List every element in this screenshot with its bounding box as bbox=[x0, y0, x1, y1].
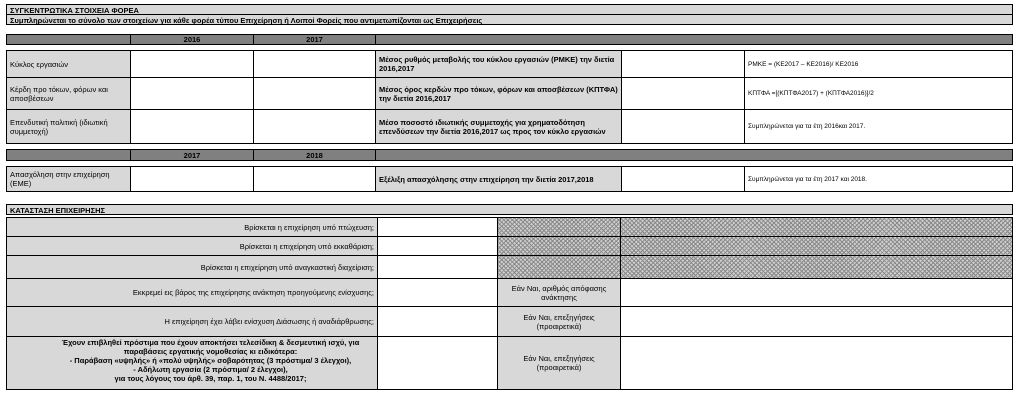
input-employment-indicator[interactable] bbox=[621, 166, 745, 192]
year-header-fill bbox=[375, 34, 1013, 45]
indicator-investment: Μέσο ποσοστό ιδιωτικής συμμετοχής για χρηματοδότηση επενδύσεων την διετία 2016,2017 ως προς τον κύκλο εργασιών bbox=[375, 109, 622, 144]
indicator-turnover: Μέσος ρυθμός μεταβολής του κύκλου εργασιών (ΡΜΚΕ) την διετία 2016,2017 bbox=[375, 50, 622, 78]
disabled-administration bbox=[497, 255, 621, 279]
section-title: ΣΥΓΚΕΝΤΡΩΤΙΚΑ ΣΤΟΙΧΕΙΑ ΦΟΡΕΑ bbox=[6, 4, 1013, 15]
input-turnover-indicator[interactable] bbox=[621, 50, 745, 78]
input-turnover-2017[interactable] bbox=[253, 50, 376, 78]
row-label-ebitda: Κέρδη προ τόκων, φόρων και αποσβέσεων bbox=[6, 77, 131, 110]
followup-penalties: Εάν Ναι, επεξηγήσεις (προαιρετικά) bbox=[497, 336, 621, 390]
input-ebitda-2017[interactable] bbox=[253, 77, 376, 110]
input-liquidation[interactable] bbox=[377, 236, 498, 256]
year-header-blank bbox=[6, 34, 131, 45]
input-ebitda-indicator[interactable] bbox=[621, 77, 745, 110]
penalty-line-1: Έχουν επιβληθεί πρόστιμα που έχουν αποκτήσει τελεσίδικη & δεσμευτική ισχύ, για παραβάσεις εργατικής νομοθεσίας κι ειδικότερα: bbox=[61, 338, 360, 356]
section-subtitle: Συμπληρώνεται το σύνολο των στοιχείων για κάθε φορέα τύπου Επιχείρηση ή Λοιποί Φορείς που αντιμετωπίζονται ως Επιχειρήσεις bbox=[6, 14, 1013, 25]
disabled-bankruptcy bbox=[497, 217, 621, 237]
input-investment-2017[interactable] bbox=[253, 109, 376, 144]
year-header-b-fill bbox=[375, 149, 1013, 161]
year-header-b-blank bbox=[6, 149, 131, 161]
input-turnover-2016[interactable] bbox=[130, 50, 254, 78]
disabled-liquidation-2 bbox=[620, 236, 1013, 256]
penalty-line-2: - Παράβαση «υψηλής» ή «πολύ υψηλής» σοβαρότητας (3 πρόστιμα/ 3 έλεγχοι), bbox=[69, 356, 352, 365]
indicator-employment: Εξέλιξη απασχόλησης στην επιχείρηση την διετία 2017,2018 bbox=[375, 166, 622, 192]
disabled-liquidation bbox=[497, 236, 621, 256]
penalty-line-3: - Αδήλωτη εργασία (2 πρόστιμα/ 2 έλεγχοι), bbox=[133, 365, 288, 374]
formula-turnover: ΡΜΚΕ = (ΚΕ2017 – ΚΕ2016)/ ΚΕ2016 bbox=[744, 50, 1013, 78]
input-recovery-decision[interactable] bbox=[620, 278, 1013, 307]
formula-investment: Συμπληρώνεται για τα έτη 2016και 2017. bbox=[744, 109, 1013, 144]
status-section-title: ΚΑΤΑΣΤΑΣΗ ΕΠΙΧΕΙΡΗΣΗΣ bbox=[6, 204, 1013, 215]
input-employment-2017[interactable] bbox=[130, 166, 254, 192]
question-penalties bbox=[6, 336, 378, 390]
question-recovery: Εκκρεμεί εις βάρος της επιχείρησης ανάκτηση προηγούμενης ενίσχυσης; bbox=[6, 278, 378, 307]
input-investment-indicator[interactable] bbox=[621, 109, 745, 144]
followup-recovery: Εάν Ναι, αριθμός απόφασης ανάκτησης bbox=[497, 278, 621, 307]
input-employment-2018[interactable] bbox=[253, 166, 376, 192]
status-row-administration: Βρίσκεται η επιχείρηση υπό αναγκαστική διαχείριση; bbox=[6, 255, 378, 279]
year-header-2017: 2017 bbox=[253, 34, 376, 45]
input-investment-2016[interactable] bbox=[130, 109, 254, 144]
status-row-liquidation: Βρίσκεται η επιχείρηση υπό εκκαθάριση; bbox=[6, 236, 378, 256]
question-rescue-aid: Η επιχείρηση έχει λάβει ενίσχυση Διάσωσης ή αναδιάρθρωσης; bbox=[6, 306, 378, 337]
input-administration[interactable] bbox=[377, 255, 498, 279]
input-ebitda-2016[interactable] bbox=[130, 77, 254, 110]
disabled-administration-2 bbox=[620, 255, 1013, 279]
row-label-turnover: Κύκλος εργασιών bbox=[6, 50, 131, 78]
disabled-bankruptcy-2 bbox=[620, 217, 1013, 237]
row-label-investment: Επενδυτική πολιτική (ιδιωτική συμμετοχή) bbox=[6, 109, 131, 144]
year-header-b-2018: 2018 bbox=[253, 149, 376, 161]
formula-employment: Συμπληρώνεται για τα έτη 2017 και 2018. bbox=[744, 166, 1013, 192]
input-bankruptcy[interactable] bbox=[377, 217, 498, 237]
followup-rescue-aid: Εάν Ναι, επεξηγήσεις (προαιρετικά) bbox=[497, 306, 621, 337]
section-company-status bbox=[6, 204, 1013, 390]
input-penalties[interactable] bbox=[377, 336, 498, 390]
year-header-2016: 2016 bbox=[130, 34, 254, 45]
row-label-employment: Απασχόληση στην επιχείρηση (ΕΜΕ) bbox=[6, 166, 131, 192]
formula-ebitda: ΚΠΤΦΑ =[(ΚΠΤΦΑ2017) + (ΚΠΤΦΑ2016)]/2 bbox=[744, 77, 1013, 110]
input-recovery[interactable] bbox=[377, 278, 498, 307]
input-rescue-aid-explanation[interactable] bbox=[620, 306, 1013, 337]
input-penalties-explanation[interactable] bbox=[620, 336, 1013, 390]
section-summary bbox=[6, 4, 1013, 192]
input-rescue-aid[interactable] bbox=[377, 306, 498, 337]
indicator-ebitda: Μέσος όρος κερδών προ τόκων, φόρων και αποσβέσεων (ΚΠΤΦΑ) την διετία 2016,2017 bbox=[375, 77, 622, 110]
penalty-line-4: για τους λόγους του άρθ. 39, παρ. 1, του Ν. 4488/2017; bbox=[114, 374, 307, 383]
year-header-b-2017: 2017 bbox=[130, 149, 254, 161]
status-row-bankruptcy: Βρίσκεται η επιχείρηση υπό πτώχευση; bbox=[6, 217, 378, 237]
